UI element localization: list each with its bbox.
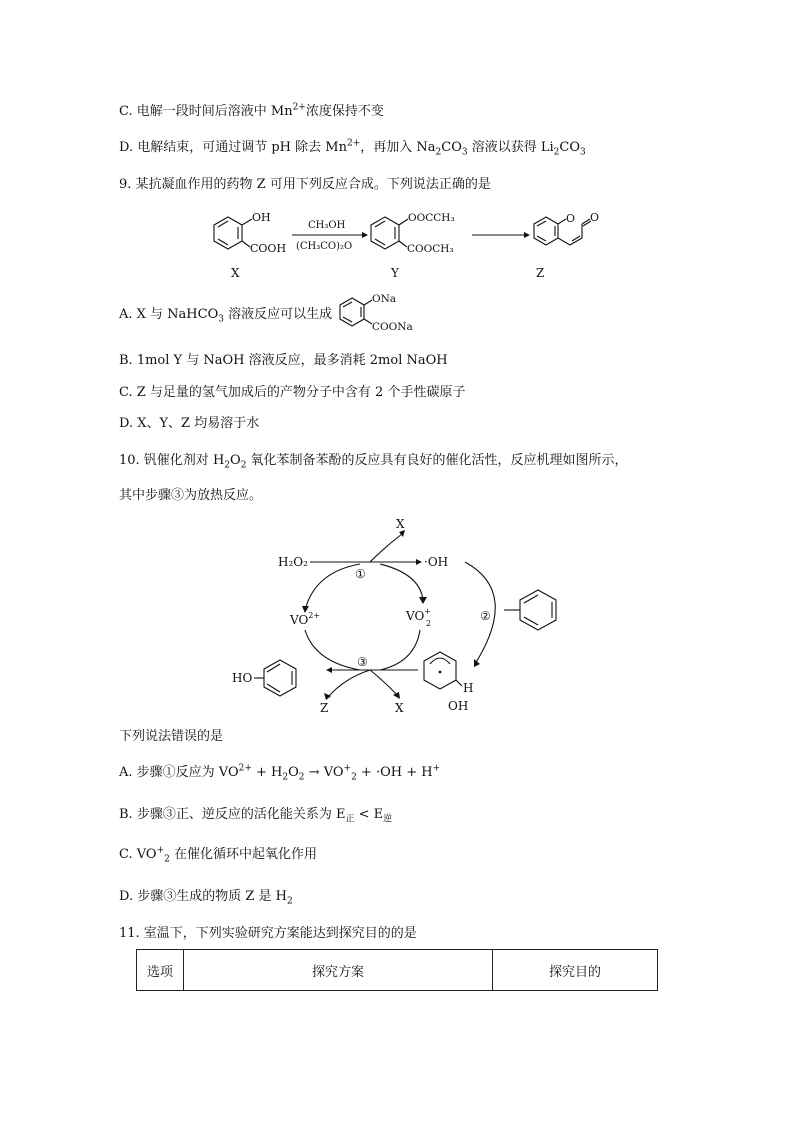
reagent-ch3oh: CH₃OH [308, 220, 346, 231]
vo2p-label: VO+ 2 [406, 607, 432, 628]
q10-stem-line2: 其中步骤③为放热反应。 [119, 488, 263, 503]
label-x: X [231, 266, 240, 280]
q10-mechanism-diagram [220, 512, 580, 717]
compound-z-structure [534, 217, 591, 245]
x-oh-label: OH [252, 211, 271, 224]
q9-option-a: A. X 与 NaHCO$_3$ 溶液反应可以生成 [119, 307, 333, 325]
z-exo-o: O [590, 211, 600, 224]
x-bottom-label: X [395, 701, 404, 715]
x-cooh-label: COOH [250, 242, 287, 255]
header-purpose: 探究目的 [493, 950, 658, 991]
q10-option-d: D. 步骤③生成的物质 Z 是 $H_2$ [119, 889, 293, 907]
q9-option-d: D. X、Y、Z 均易溶于水 [119, 416, 260, 431]
q10-ask: 下列说法错误的是 [119, 729, 224, 744]
q9-option-c: C. Z 与足量的氢气加成后的产物分子中含有 2 个手性碳原子 [119, 385, 466, 400]
vo2plus-label: $VO^{2+}$ [290, 611, 321, 627]
label-y: Y [391, 266, 399, 280]
table-header-row [137, 950, 658, 991]
q10-option-a: A. 步骤①反应为 $VO^{2+} + H_2O_2 \to VO^+_2 + \cdot OH + H^+$ [119, 763, 441, 783]
x-top-label: X [396, 517, 405, 531]
step3-label: ③ [357, 655, 368, 669]
q9-option-b: B. 1mol Y 与 NaOH 溶液反应，最多消耗 2mol NaOH [119, 353, 448, 368]
h2o2-label: H₂O₂ [278, 555, 308, 569]
q9-stem: 9. 某抗凝血作用的药物 Z 可用下列反应合成。下列说法正确的是 [119, 177, 491, 192]
q10-stem-line1: 10. 钒催化剂对 $H_2O_2$ 氧化苯制备苯酚的反应具有良好的催化活性，反应机理如图所示， [119, 453, 628, 471]
q8-option-d: D. 电解结束，可通过调节 pH 除去 $Mn^{2+}$，再加入 $Na_2CO_3$ 溶液以获得 $Li_2CO_3$ [119, 138, 586, 158]
oh-radical-label: ·OH [424, 555, 449, 569]
reagent-anhydride: (CH₃CO)₂O [296, 241, 353, 252]
coona-label: COONa [372, 321, 413, 333]
compound-y-structure [371, 217, 408, 249]
y-cooch3-label: COOCH₃ [407, 243, 454, 255]
ho-label: HO [232, 671, 253, 685]
header-option: 选项 [137, 950, 184, 991]
label-z: Z [536, 266, 545, 280]
q10-option-b: B. 步骤③正、逆反应的活化能关系为 $E_正 < E_逆$ [119, 807, 393, 825]
z-bottom-label: Z [320, 701, 329, 715]
oh-label: OH [448, 699, 469, 713]
y-oocch3-label: OOCCH₃ [408, 212, 455, 224]
compound-x-structure [214, 217, 252, 249]
q9-option-a-structure [332, 290, 442, 338]
q11-table [136, 949, 658, 991]
q11-stem: 11. 室温下，下列实验研究方案能达到探究目的的是 [119, 926, 417, 941]
step2-label: ② [480, 609, 491, 623]
z-ring-o: O [566, 212, 576, 225]
ona-label: ONa [372, 293, 397, 305]
step1-label: ① [355, 567, 366, 581]
q8-option-c: C. 电解一段时间后溶液中 $Mn^{2+}$浓度保持不变 [119, 102, 384, 119]
h-label: H [463, 681, 474, 695]
header-plan: 探究方案 [184, 950, 493, 991]
q10-option-c: C. $VO^+_2$ 在催化循环中起氧化作用 [119, 845, 317, 865]
q9-reaction-scheme [200, 205, 600, 285]
